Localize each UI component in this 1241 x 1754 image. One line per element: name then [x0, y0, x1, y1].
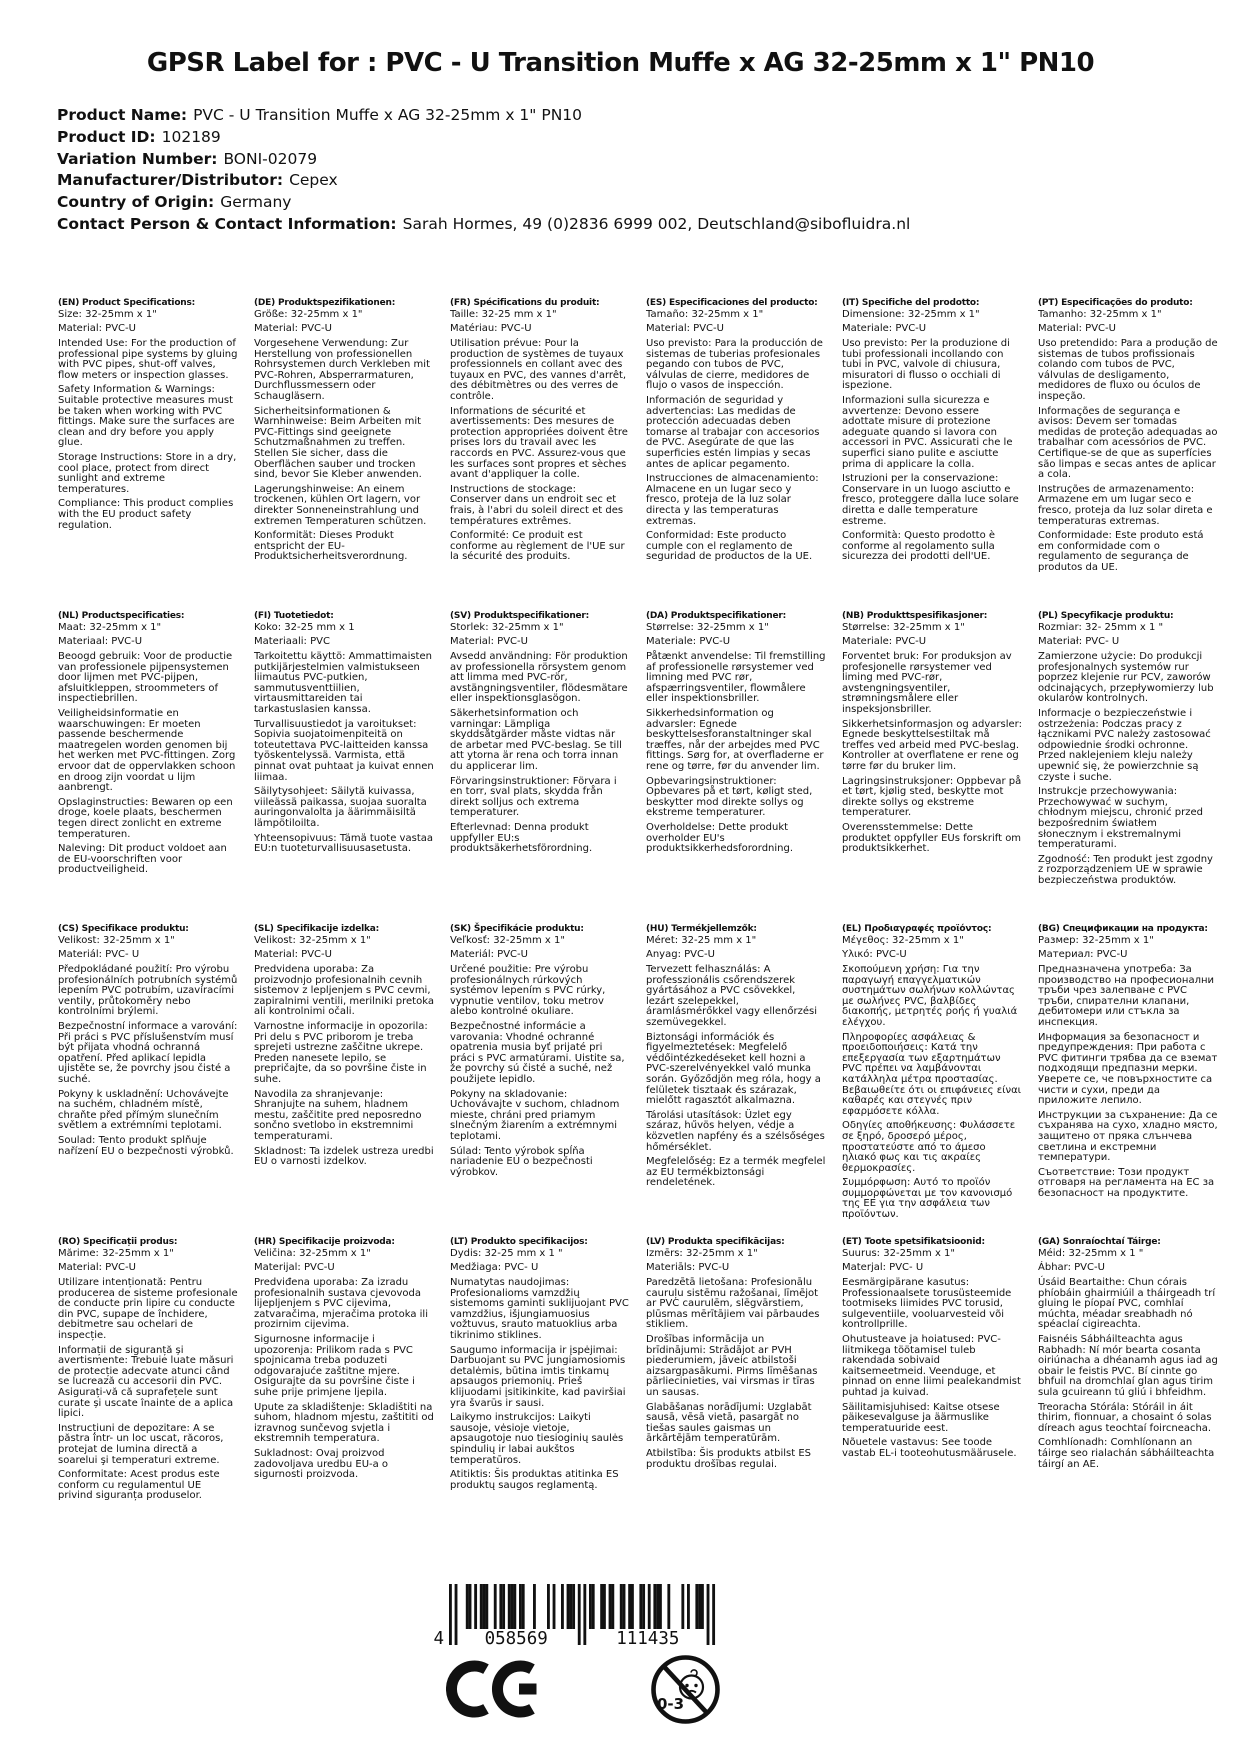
lang-block-paragraph: Säkerhetsinformation och varningar: Lämpliga skyddsåtgärder måste vidtas när de arbetar med PVC-beslag. Se till att ytorna är rena och torra innan du applicerar lim. [450, 707, 622, 772]
lang-block-paragraph: Materiál: PVC- U [58, 949, 140, 961]
product-info-row [57, 127, 1241, 149]
lang-block-paragraph: Upute za skladištenje: Skladištiti na suhom, hladnom mjestu, zaštititi od izravnog sunčevog svjetla i ekstremnih temperatura. [254, 1401, 434, 1445]
lang-block-pt [1038, 299, 1218, 574]
lang-block-heading: (HU) Termékjellemzők: [646, 923, 757, 934]
lang-block-el [842, 925, 1022, 1221]
product-info [57, 105, 1241, 236]
lang-block-paragraph: Tamanho: 32-25mm x 1" [1038, 308, 1162, 320]
lang-block-paragraph: Instrucciones de almacenamiento: Almacene en un lugar seco y fresco, proteja de la luz solar directa y las temperaturas extremas. [646, 473, 819, 527]
lang-block-es [646, 299, 826, 563]
lang-block-paragraph: Úsáid Beartaithe: Chun córais phíobáin ghairmiúil a tháirgeadh trí gluing le píopaí PVC, comhlaí múchta, méadar sreabhadh nó spéaclaí cigireachta. [1038, 1277, 1216, 1331]
lang-block-paragraph: Laikymo instrukcijos: Laikyti sausoje, vėsioje vietoje, apsaugotoje nuo tiesioginių saulės spindulių ir labai aukštos temperatūros. [450, 1412, 624, 1466]
lang-block-paragraph: Méret: 32-25 mm x 1" [646, 934, 757, 946]
lang-block-heading: (LV) Produkta specifikācijas: [646, 1236, 785, 1247]
lang-block-paragraph: Glabāšanas norādījumi: Uzglabāt sausā, vēsā vietā, pasargāt no tiešas saules gaismas un ārkārtējām temperatūrām. [646, 1401, 812, 1445]
lang-block-da [646, 612, 826, 855]
lang-block-paragraph: Material: PVC-U [58, 323, 136, 335]
lang-block-paragraph: Πληροφορίες ασφάλειας & προειδοποιήσεις: Κατά την επεξεργασία των εξαρτημάτων PVC πρέπει να λαμβάνονται κατάλληλα μέτρα προστασίας. Βεβαιωθείτε ότι οι επιφάνειες είναι καθαρές και στεγνές πριν εφαρμόσετε κόλλα. [842, 1031, 1022, 1117]
lang-block-paragraph: Pokyny na skladovanie: Uchovávajte v suchom, chladnom mieste, chráni pred priamym slnečným žiarením a extrémnymi teplotami. [450, 1088, 620, 1142]
lang-block-paragraph: Tervezett felhasználás: A professzionális csőrendszerek gyártásához a PVC csövekkel, lezárt szelepekkel, áramlásmérőkkel vagy ellenőrzési szemüvegekkel. [646, 964, 817, 1028]
lang-block-paragraph: Bezpečnostní informace a varování: Při práci s PVC příslušenstvím musí být přijata vhodná ochranná opatření. Před aplikací lepidla ujistěte se, že povrchy jsou čisté a suché. [58, 1020, 238, 1085]
lang-block-paragraph: Overensstemmelse: Dette produktet oppfyller EUs forskrift om produktsikkerhet. [842, 821, 1022, 855]
product-info-row [57, 192, 1241, 214]
lang-block-paragraph: Ohutusteave ja hoiatused: PVC-liitmikega töötamisel tuleb rakendada sobivaid kaitsemeetmeid. Veenduge, et pinnad on enne liimi pealekandmist puhtad ja kuivad. [842, 1333, 1021, 1398]
lang-block-paragraph: Zamierzone użycie: Do produkcji profesjonalnych systemów rur poprzez klejenie rur PCV, zaworów odcinających, przepływomierzy lub okularów kontrolnych. [1038, 651, 1214, 705]
lang-block-paragraph: Οδηγίες αποθήκευσης: Φυλάσσετε σε ξηρό, δροσερό μέρος, προστατεύστε από το άμεσο ηλιακό φως και τις ακραίες θερμοκρασίες. [842, 1120, 1016, 1174]
lang-block-paragraph: Veiligheidsinformatie en waarschuwingen: Er moeten passende beschermende maatregelen worden genomen bij het werken met PVC-fittingen. Zorg ervoor dat de oppervlakken schoon en droog zijn voordat u lijm aanbrengt. [58, 707, 236, 794]
lang-block-paragraph: Varnostne informacije in opozorila: Pri delu s PVC priborom je treba sprejeti ustrezne zaščitne ukrepe. Preden nanesete lepilo, se prepričajte, da so površine čiste in suhe. [254, 1020, 428, 1085]
lang-block-paragraph: Säilitamisjuhised: Kaitse otsese päikesevalguse ja äärmuslike temperatuuride eest. [842, 1401, 1000, 1434]
product-info-row [57, 105, 1241, 127]
age-warning-label: 0-3 [657, 1695, 685, 1713]
lang-block-paragraph: Material: PVC-U [58, 1262, 136, 1274]
lang-block-paragraph: Faisnéis Sábháilteachta agus Rabhadh: Ní mór bearta cosanta oiriúnacha a dhéanamh agus iad ag obair le feistis PVC. Bí cinnte go bhfuil na dromchlaí glan agus tirim sula gcuireann tú gliú i bhfeidhm. [1038, 1333, 1218, 1398]
product-info-value: BONI-02079 [223, 149, 318, 168]
lang-block-paragraph: Uso previsto: Per la produzione di tubi professionali incollando con tubi in PVC, valvole di chiusura, misuratori di flusso o occhiali di ispezione. [842, 338, 1010, 392]
lang-block-paragraph: Veličina: 32-25mm x 1" [254, 1247, 371, 1259]
lang-block-paragraph: Lagerungshinweise: An einem trockenen, kühlen Ort lagern, vor direkter Sonneneinstrahlung und extremen Temperaturen schützen. [254, 483, 427, 527]
lang-block-paragraph: Velikost: 32-25mm x 1" [254, 934, 371, 946]
lang-block-paragraph: Uso previsto: Para la producción de sistemas de tuberias profesionales pegando con tubos de PVC, válvulas de cierre, medidores de flujo o vasos de inspección. [646, 338, 823, 392]
lang-block-paragraph: Izmērs: 32-25mm x 1" [646, 1247, 758, 1259]
lang-block-paragraph: Informacje o bezpieczeństwie i ostrzeżenia: Podczas pracy z łącznikami PVC należy zastosować odpowiednie środki ochronne. Przed naklejeniem kleju należy upewnić się, że powierzchnie są czyste i suche. [1038, 707, 1211, 783]
lang-block-paragraph: Súlad: Tento výrobok spĺňa nariadenie EÚ o bezpečnosti výrobkov. [450, 1145, 593, 1178]
language-grid [58, 299, 1241, 1502]
lang-block-paragraph: Matériau: PVC-U [450, 323, 532, 335]
lang-block-paragraph: Conformidade: Este produto está em conformidade com o regulamento de segurança de produtos da UE. [1038, 530, 1204, 573]
lang-block-paragraph: Naleving: Dit product voldoet aan de EU-voorschriften voor productveiligheid. [58, 843, 227, 876]
lang-block-paragraph: Materiale: PVC-U [842, 636, 927, 648]
lang-block-hu [646, 925, 826, 1189]
lang-block-paragraph: Předpokládané použití: Pro výrobu profesionálních potrubních systémů lepením PVC potrubím, uzavíracími ventily, průtokoměry nebo kontrolními brýlemi. [58, 964, 238, 1018]
product-info-row [57, 170, 1241, 192]
lang-block-hr [254, 1238, 434, 1481]
lang-block-paragraph: Suurus: 32-25mm x 1" [842, 1247, 956, 1259]
lang-block-heading: (SL) Specifikacije izdelka: [254, 923, 380, 934]
lang-block-paragraph: Material: PVC-U [646, 323, 724, 335]
lang-block-de [254, 299, 434, 563]
lang-block-paragraph: Conformidad: Este producto cumple con el reglamento de seguridad de productos de la UE. [646, 530, 813, 563]
lang-block-paragraph: Megfelelőség: Ez a termék megfelel az EU termékbiztonsági rendeletének. [646, 1156, 826, 1189]
lang-block-paragraph: Utilizare intenționată: Pentru producerea de sisteme profesionale de conducte prin lipire cu conducte din PVC, supape de închidere, debitmetre sau ochelari de inspecție. [58, 1277, 238, 1341]
lang-block-paragraph: Storlek: 32-25mm x 1" [450, 621, 564, 633]
lang-block-paragraph: Sikkerhetsinformasjon og advarsler: Egnede beskyttelsestiltak må treffes ved arbeid med PVC-beslag. Kontroller at overflatene er rene og tørre før du bruker lim. [842, 718, 1022, 772]
lang-block-heading: (GA) Sonraíochtaí Táirge: [1038, 1236, 1161, 1247]
lang-block-paragraph: Zgodność: Ten produkt jest zgodny z rozporządzeniem UE w sprawie bezpieczeństwa produktów. [1038, 853, 1213, 886]
lang-block-paragraph: Instruções de armazenamento: Armazene em um lugar seco e fresco, proteja da luz solar direta e temperaturas extremas. [1038, 483, 1213, 527]
lang-block-heading: (RO) Specificații produs: [58, 1236, 178, 1247]
lang-block-heading: (FI) Tuotetiedot: [254, 610, 334, 621]
lang-block-paragraph: Informazioni sulla sicurezza e avvertenze: Devono essere adottate misure di protezione adeguate quando si lavora con accessori in PVC. Assicurati che le superfici siano pulite e asciutte prima di applicare la colla. [842, 394, 1013, 470]
lang-block-paragraph: Materiale: PVC-U [842, 323, 927, 335]
product-info-value: PVC - U Transition Muffe x AG 32-25mm x 1" PN10 [193, 106, 583, 124]
lang-block-et [842, 1238, 1022, 1460]
lang-block-paragraph: Numatytas naudojimas: Profesionalioms vamzdžių sistemoms gaminti suklijuojant PVC vamzdžius, išjungiamuosius vožtuvus, srauto matuoklius arba tikrinimo stiklines. [450, 1277, 629, 1341]
lang-block-paragraph: Comhlíonadh: Comhlíonann an táirge seo rialachán sábháilteachta táirgí an AE. [1038, 1437, 1215, 1470]
lang-block-heading: (BG) Спецификации на продукта: [1038, 923, 1208, 934]
lang-block-paragraph: Intended Use: For the production of professional pipe systems by gluing with PVC pipes, shut-off valves, flow meters or inspection glasses. [58, 338, 238, 381]
lang-block-paragraph: Información de seguridad y advertencias: Las medidas de protección adecuadas deben tomarse al trabajar con accesorios de PVC. Asegúrate de que las superficies estén limpias y secas antes de aplicar pegamento. [646, 394, 820, 470]
lang-block-bg [1038, 925, 1218, 1200]
lang-block-heading: (FR) Spécifications du produit: [450, 297, 600, 308]
lang-block-heading: (PT) Especificações do produto: [1038, 297, 1193, 308]
lang-block-paragraph: Mărime: 32-25mm x 1" [58, 1247, 174, 1259]
lang-block-paragraph: Rozmiar: 32- 25mm x 1 " [1038, 621, 1164, 633]
lang-block-paragraph: Materiaali: PVC [254, 636, 330, 648]
lang-block-sk [450, 925, 630, 1179]
lang-block-fi [254, 612, 434, 855]
barcode-digits: 058569 [484, 1629, 548, 1647]
lang-block-paragraph: Veľkosť: 32-25mm x 1" [450, 934, 565, 946]
product-info-label: Variation Number: [57, 149, 218, 168]
lang-block-paragraph: Ábhar: PVC-U [1038, 1262, 1105, 1274]
lang-block-paragraph: Avsedd användning: För produktion av professionella rörsystem genom att limma med PVC-rör, avstängningsventiler, flödesmätare eller inspektionsglasögon. [450, 651, 628, 705]
lang-block-paragraph: Paredzētā lietošana: Profesionālu cauruļu sistēmu ražošanai, līmējot ar PVC caurulēm, slēgvārstiem, plūsmas mērītājiem vai pārbaudes stikliem. [646, 1277, 820, 1331]
lang-block-sv [450, 612, 630, 855]
lang-block-heading: (SV) Produktspecifikationer: [450, 610, 590, 621]
document-title: GPSR Label for : PVC - U Transition Muffe x AG 32-25mm x 1" PN10 [146, 48, 1095, 78]
lang-block-paragraph: Compliance: This product complies with the EU product safety regulation. [58, 498, 234, 531]
lang-block-paragraph: Material: PVC-U [254, 949, 332, 961]
lang-block-paragraph: Materiał: PVC- U [1038, 636, 1120, 648]
lang-block-paragraph: Materiaal: PVC-U [58, 636, 143, 648]
lang-block-paragraph: Størrelse: 32-25mm x 1" [646, 621, 769, 633]
product-info-row [57, 149, 1241, 171]
lang-block-paragraph: Informations de sécurité et avertissements: Des mesures de protection appropriées doivent être prises lors du travail avec les raccords en PVC. Assurez-vous que les surfaces sont propres et sèches avant d'appliquer la colle. [450, 405, 628, 481]
lang-block-heading: (EL) Προδιαγραφές προϊόντος: [842, 923, 992, 934]
lang-block-paragraph: Informações de segurança e avisos: Devem ser tomadas medidas de proteção adequadas ao trabalhar com acessórios de PVC. Certifique-se de que as superfícies são limpas e secas antes de aplicar a cola. [1038, 405, 1218, 481]
lang-block-en [58, 299, 238, 531]
lang-block-paragraph: Overholdelse: Dette produkt overholder EU's produktsikkerhedsforordning. [646, 821, 794, 855]
lang-block-paragraph: Vorgesehene Verwendung: Zur Herstellung von professionellen Rohrsystemen durch Verkleben mit PVC-Rohren, Absperrarmaturen, Durchflussmessern oder Schaugläsern. [254, 338, 430, 402]
lang-block-paragraph: Navodila za shranjevanje: Shranjujte na suhem, hladnem mestu, zaščitite pred neposredno sončno svetlobo in ekstremnimi temperaturami. [254, 1088, 422, 1142]
product-info-label: Country of Origin: [57, 193, 215, 212]
product-info-label: Manufacturer/Distributor: [57, 171, 284, 190]
lang-block-heading: (EN) Product Specifications: [58, 297, 196, 308]
lang-block-paragraph: Drošības informācija un brīdinājumi: Strādājot ar PVH piederumiem, jāveic atbilstoši aizsargpasākumi. Pirms līmēšanas pārliecinieties, vai virsmas ir tīras un sausas. [646, 1333, 818, 1398]
lang-block-paragraph: Utilisation prévue: Pour la production de systèmes de tuyaux professionnels en collant avec des tuyaux en PVC, des vannes d'arrêt, des débitmètres ou des verres de contrôle. [450, 338, 627, 402]
lang-block-paragraph: Materiale: PVC-U [646, 636, 731, 648]
lang-block-paragraph: Biztonsági információk és figyelmeztetések: Megfelelő védőintézkedéseket kell hozni a PVC-szerelvényekkel való munka során. Győződjön meg róla, hogy a felületek tisztaak és szárazak, mielőtt ragasztót alkalmazna. [646, 1031, 821, 1107]
lang-block-pl [1038, 612, 1218, 887]
lang-block-heading: (DA) Produktspecifikationer: [646, 610, 787, 621]
lang-block-paragraph: Anyag: PVC-U [646, 949, 715, 961]
lang-block-paragraph: Påtænkt anvendelse: Til fremstilling af professionelle rørsystemer ved limning med PVC rør, afspærringsventiler, flowmålere eller inspektionsbriller. [646, 651, 826, 705]
lang-block-paragraph: Размер: 32-25mm x 1" [1038, 934, 1154, 946]
product-info-value: Sarah Hormes, 49 (0)2836 6999 002, Deutschland@sibofluidra.nl [402, 214, 911, 233]
lang-block-sl [254, 925, 434, 1168]
lang-block-paragraph: Storage Instructions: Store in a dry, cool place, protect from direct sunlight and extreme temperatures. [58, 451, 237, 495]
lang-block-paragraph: Инструкции за съхранение: Да се съхранява на сухо, хладно място, защитено от пряка слънчева светлина и екстремни температури. [1038, 1109, 1218, 1164]
lang-block-paragraph: Sigurnosne informacije i upozorenja: Prilikom rada s PVC spojnicama treba poduzeti odgovarajuće zaštitne mjere. Osigurajte da su površine čiste i suhe prije primjene ljepila. [254, 1333, 415, 1398]
lang-block-paragraph: Materiál: PVC-U [450, 949, 528, 961]
lang-block-heading: (PL) Specyfikacje produktu: [1038, 610, 1174, 621]
lang-block-paragraph: Atbilstība: Šis produkts atbilst ES produktu drošības regulai. [646, 1447, 812, 1470]
lang-block-paragraph: Υλικό: PVC-U [842, 949, 907, 961]
lang-block-paragraph: Μέγεθος: 32-25mm x 1" [842, 934, 964, 946]
ce-mark-icon [446, 1660, 538, 1718]
lang-block-paragraph: Istruzioni per la conservazione: Conservare in un luogo asciutto e fresco, proteggere dalla luce solare diretta e dalle temperature estreme. [842, 473, 1019, 527]
lang-block-heading: (NL) Productspecificaties: [58, 610, 185, 621]
product-info-value: 102189 [161, 127, 221, 146]
lang-block-paragraph: Conformità: Questo prodotto è conforme al regolamento sulla sicurezza dei prodotti dell'UE. [842, 530, 996, 563]
lang-block-paragraph: Bezpečnostné informácie a varovania: Vhodné ochranné opatrenia musia byť prijaté pri práci s PVC armatúrami. Uistite sa, že povrchy sú čisté a suché, než použijete lepidlo. [450, 1020, 625, 1085]
lang-block-paragraph: Predviđena uporaba: Za izradu profesionalnih sustava cjevovoda lijepljenjem s PVC cijevima, zatvaračima, mjeračima protoka ili prozirnim cijevima. [254, 1277, 428, 1331]
lang-block-paragraph: Velikost: 32-25mm x 1" [58, 934, 175, 946]
lang-block-paragraph: Størrelse: 32-25mm x 1" [842, 621, 965, 633]
product-info-label: Contact Person & Contact Information: [57, 214, 397, 233]
lang-block-paragraph: Instrucțiuni de depozitare: A se păstra într- un loc uscat, răcoros, protejat de lumina directă a soarelui şi temperaturi extreme. [58, 1422, 224, 1466]
lang-block-paragraph: Skladnost: Ta izdelek ustreza uredbi EU o varnosti izdelkov. [254, 1145, 434, 1168]
lang-block-paragraph: Maat: 32-25mm x 1" [58, 621, 162, 633]
lang-block-paragraph: Predvidena uporaba: Za proizvodnjo profesionalnih cevnih sistemov z lepljenjem s PVC cevmi, zapiralnimi ventili, merilniki pretoka ali kontrolnimi očali. [254, 964, 434, 1018]
lang-block-paragraph: Größe: 32-25mm x 1" [254, 308, 363, 320]
lang-block-paragraph: Treoracha Stórála: Stóráil in áit thirim, fionnuar, a chosaint ó solas díreach agus teochtaí foircneacha. [1038, 1401, 1212, 1434]
lang-block-paragraph: Méid: 32-25mm x 1 " [1038, 1247, 1144, 1259]
lang-block-paragraph: Efterlevnad: Denna produkt uppfyller EU:s produktsäkerhetsförordning. [450, 821, 593, 855]
lang-block-paragraph: Opbevaringsinstruktioner: Opbevares på et tørt, køligt sted, beskytter mod direkte sollys og ekstreme temperaturer. [646, 775, 813, 819]
lang-block-paragraph: Taille: 32-25 mm x 1" [450, 308, 557, 320]
lang-block-heading: (ES) Especificaciones del producto: [646, 297, 818, 308]
lang-block-nl [58, 612, 238, 876]
lang-block-heading: (DE) Produktspezifikationen: [254, 297, 396, 308]
barcode-bars [433, 1584, 717, 1647]
lang-block-it [842, 299, 1022, 563]
lang-block-lv [646, 1238, 826, 1470]
lang-block-paragraph: Conformité: Ce produit est conforme au règlement de l'UE sur la sécurité des produits. [450, 530, 625, 563]
lang-block-paragraph: Safety Information & Warnings: Suitable protective measures must be taken when working with PVC fittings. Make sure the surfaces are clean and dry before you apply glue. [58, 384, 235, 449]
lang-block-paragraph: Turvallisuustiedot ja varoitukset: Sopivia suojatoimenpiteitä on toteutettava PVC-laitteiden kanssa työskentelyssä. Varmista, että pinnat ovat puhtaat ja kuivat ennen liimaa. [254, 718, 434, 783]
lang-block-paragraph: Opslaginstructies: Bewaren op een droge, koele plaats, beschermen tegen direct zonlicht en extreme temperaturen. [58, 796, 233, 840]
label-marks-section [433, 1584, 733, 1725]
barcode-digits: 111435 [616, 1629, 680, 1647]
product-info-row [57, 214, 1241, 236]
lang-block-heading: (IT) Specifiche del prodotto: [842, 297, 980, 308]
lang-block-paragraph: Предназначена употреба: За производство на професионални тръби чрез залепване с PVC тръби, спирателни клапани, дебитомери или стъкла за инспекция. [1038, 964, 1215, 1028]
lang-block-heading: (ET) Toote spetsifikatsioonid: [842, 1236, 985, 1247]
lang-block-paragraph: Pokyny k uskladnění: Uchovávejte na suchém, chladném místě, chraňte před přímým slunečním světlem a extrémními teplotami. [58, 1088, 229, 1132]
barcode-digits: 4 [433, 1629, 444, 1647]
lang-block-paragraph: Beoogd gebruik: Voor de productie van professionele pijpensystemen door lijmen met PVC-pijpen, afsluitkleppen, stroommeters of inspectiebrillen. [58, 651, 233, 705]
lang-block-paragraph: Σκοπούμενη χρήση: Για την παραγωγή επαγγελματικών συστημάτων σωλήνων κολλώντας με σωλήνες PVC, βαλβίδες διακοπής, μετρητές ροής ή γυαλιά ελέγχου. [842, 964, 1018, 1028]
lang-block-paragraph: Materjal: PVC- U [842, 1262, 924, 1274]
lang-block-paragraph: Materiāls: PVC-U [646, 1262, 730, 1274]
lang-block-paragraph: Forventet bruk: For produksjon av profesjonelle rørsystemer ved liming med PVC-rør, avstengningsventiler, strømningsmålere eller inspeksjonsbriller. [842, 651, 1012, 715]
lang-block-paragraph: Eesmärgipärane kasutus: Professionaalsete torusüsteemide tootmiseks liimides PVC torusid, sulgeventiile, vooluarvesteid või kontrollprille. [842, 1277, 1012, 1331]
lang-block-paragraph: Material: PVC-U [254, 323, 332, 335]
lang-block-paragraph: Sikkerhedsinformation og advarsler: Egnede beskyttelsesforanstaltninger skal træffes, når der arbejdes med PVC fittings. Sørg for, at overfladerne er rene og tørre, før du anvender lim. [646, 707, 824, 772]
lang-block-paragraph: Dimensione: 32-25mm x 1" [842, 308, 980, 320]
lang-block-paragraph: Συμμόρφωση: Αυτό το προϊόν συμμορφώνεται με τον κανονισμό της ΕΕ για την ασφάλεια των προϊόντων. [842, 1177, 1013, 1221]
product-info-value: Germany [220, 193, 292, 212]
lang-block-paragraph: Dydis: 32-25 mm x 1 " [450, 1247, 563, 1259]
lang-block-heading: (NB) Produkttspesifikasjoner: [842, 610, 988, 621]
lang-block-paragraph: Určené použitie: Pre výrobu profesionálnych rúrkových systémov lepením s PVC rúrky, vypnutie ventilov, toku metrov alebo kontrolné okuliare. [450, 964, 606, 1018]
lang-block-paragraph: Förvaringsinstruktioner: Förvara i en torr, sval plats, skydda från direkt solljus och extrema temperaturer. [450, 775, 617, 819]
lang-block-heading: (LT) Produkto specifikacijos: [450, 1236, 588, 1247]
lang-block-paragraph: Материал: PVC-U [1038, 949, 1128, 961]
lang-block-paragraph: Информация за безопасност и предупреждения: При работа с PVC фитинги трябва да се вземат подходящи предпазни мерки. Уверете се, че повърхностите са чисти и сухи, преди да приложите лепило. [1038, 1031, 1218, 1107]
lang-block-paragraph: Saugumo informacija ir įspėjimai: Darbuojant su PVC jungiamosiomis detalėmis, būtina imtis tinkamų apsaugos priemonių. Prieš klijuodami įsitikinkite, kad paviršiai yra švarūs ir sausi. [450, 1344, 626, 1409]
lang-block-paragraph: Soulad: Tento produkt splňuje nařízení EU o bezpečnosti výrobků. [58, 1134, 234, 1157]
age-warning-0-3-icon [650, 1654, 721, 1725]
lang-block-paragraph: Nõuetele vastavus: See toode vastab EL-i tooteohutusmäärusele. [842, 1437, 1017, 1459]
lang-block-paragraph: Yhteensopivuus: Tämä tuote vastaa EU:n tuoteturvallisuusasetusta. [254, 832, 433, 855]
lang-block-paragraph: Tárolási utasítások: Üzlet egy száraz, hűvös helyen, védje a közvetlen napfény és a szélsőséges hőmérséklet. [646, 1109, 825, 1153]
lang-block-paragraph: Konformität: Dieses Produkt entspricht der EU-Produktsicherheitsverordnung. [254, 530, 408, 563]
lang-block-paragraph: Materijal: PVC-U [254, 1262, 335, 1274]
lang-block-paragraph: Sicherheitsinformationen & Warnhinweise: Beim Arbeiten mit PVC-Fittings sind geeignete Schutzmaßnahmen zu treffen. Stellen Sie sicher, dass die Oberflächen sauber und trocken sind, bevor Sie Kleber anwenden. [254, 405, 422, 481]
lang-block-ro [58, 1238, 238, 1502]
product-info-label: Product ID: [57, 127, 156, 146]
lang-block-paragraph: Säilytysohjeet: Säilytä kuivassa, viileässä paikassa, suojaa suoralta auringonvalolta ja äärimmäisiltä lämpötiloilta. [254, 786, 427, 829]
lang-block-paragraph: Lagringsinstruksjoner: Oppbevar på et tørt, kjølig sted, beskytte mot direkte sollys og ekstreme temperaturer. [842, 775, 1022, 819]
lang-block-paragraph: Uso pretendido: Para a produção de sistemas de tubos profissionais colando com tubos de PVC, válvulas de desligamento, medidores de fluxo ou óculos de inspeção. [1038, 338, 1218, 402]
lang-block-paragraph: Conformitate: Acest produs este conform cu regulamentul UE privind siguranța produselor. [58, 1469, 220, 1502]
lang-block-paragraph: Instrukcje przechowywania: Przechowywać w suchym, chłodnym miejscu, chronić przed bezpośrednim światłem słonecznym i ekstremalnymi temperaturami. [1038, 786, 1204, 851]
lang-block-paragraph: Tarkoitettu käyttö: Ammattimaisten putkijärjestelmien valmistukseen liimautus PVC-putkien, sammutusventtiilien, virtausmittareiden tai tarkastuslasien kanssa. [254, 651, 432, 715]
lang-block-paragraph: Informații de siguranță și avertismente: Trebuie luate măsuri de protecție adecvate atunci când se lucrează cu accesorii din PVC. Asigurați-vă că suprafețele sunt curate și uscate înainte de a aplica lipici. [58, 1344, 234, 1420]
lang-block-nb [842, 612, 1022, 855]
lang-block-cs [58, 925, 238, 1157]
lang-block-paragraph: Instructions de stockage: Conserver dans un endroit sec et frais, à l'abri du soleil direct et des températures extrêmes. [450, 483, 624, 527]
lang-block-paragraph: Size: 32-25mm x 1" [58, 308, 157, 320]
lang-block-ga [1038, 1238, 1218, 1470]
lang-block-lt [450, 1238, 630, 1492]
lang-block-paragraph: Material: PVC-U [450, 636, 528, 648]
product-info-value: Cepex [289, 171, 338, 190]
lang-block-heading: (SK) Špecifikácie produktu: [450, 923, 584, 934]
lang-block-paragraph: Съответствие: Този продукт отговаря на регламента на ЕС за безопасност на продуктите. [1038, 1166, 1215, 1199]
lang-block-paragraph: Material: PVC-U [1038, 323, 1116, 335]
lang-block-heading: (CS) Specifikace produktu: [58, 923, 189, 934]
lang-block-paragraph: Koko: 32-25 mm x 1 [254, 621, 355, 633]
product-info-label: Product Name: [57, 106, 188, 124]
ean-13-barcode [433, 1584, 733, 1647]
conformity-marks-row [433, 1660, 733, 1725]
lang-block-fr [450, 299, 630, 563]
lang-block-paragraph: Atitiktis: Šis produktas atitinka ES produktų saugos reglamentą. [450, 1469, 619, 1491]
lang-block-heading: (HR) Specifikacije proizvoda: [254, 1236, 395, 1247]
lang-block-paragraph: Medžiaga: PVC- U [450, 1262, 539, 1274]
lang-block-paragraph: Sukladnost: Ovaj proizvod zadovoljava uredbu EU-a o sigurnosti proizvoda. [254, 1447, 389, 1481]
lang-block-paragraph: Tamaño: 32-25mm x 1" [646, 308, 764, 320]
